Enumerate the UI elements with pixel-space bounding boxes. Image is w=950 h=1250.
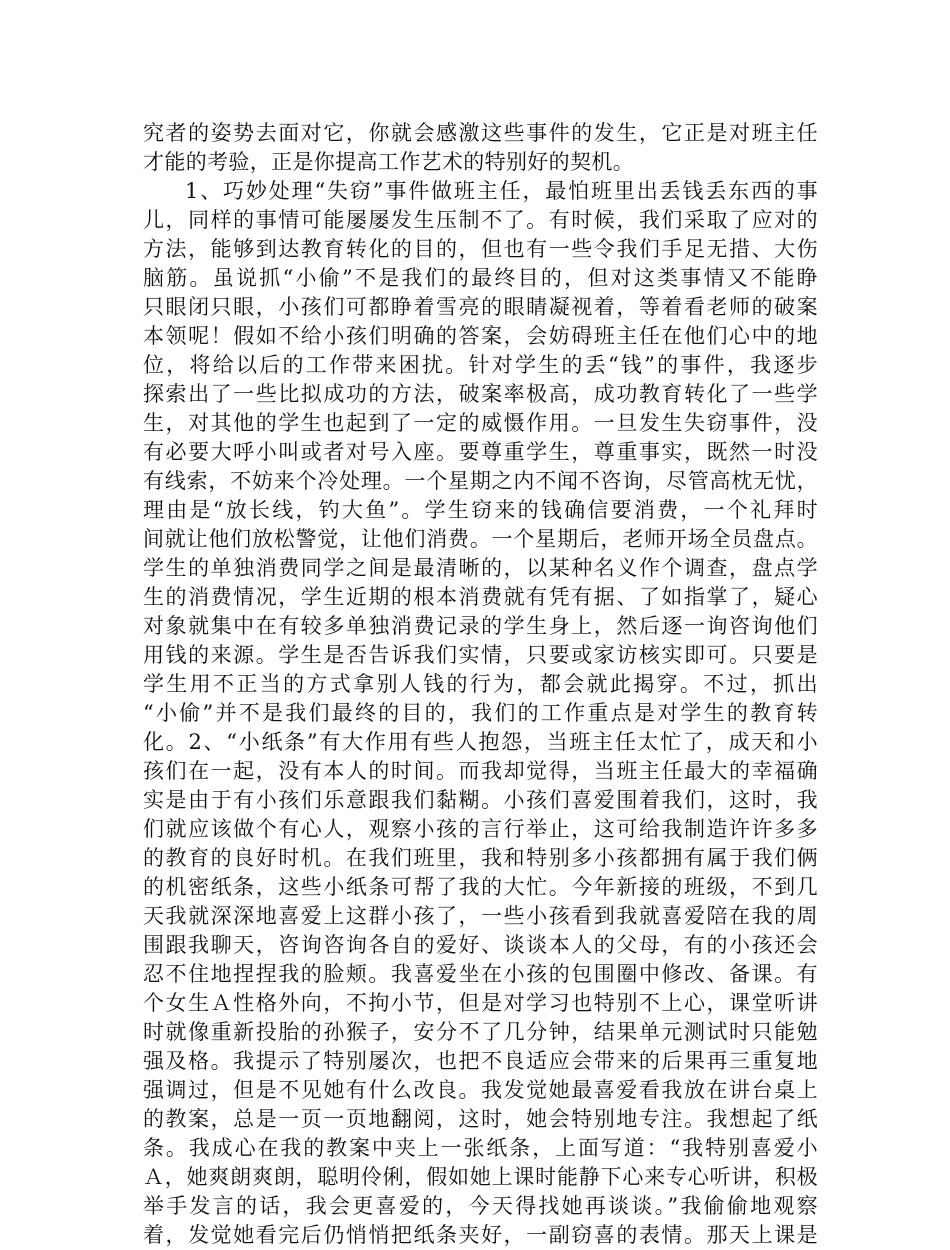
text-line: 儿，同样的事情可能屡屡发生压制不了。有时候，我们采取了应对的 bbox=[143, 208, 818, 232]
text-line: 孩们在一起，没有本人的时间。而我却觉得，当班主任最大的幸福确 bbox=[143, 759, 818, 783]
text-line: “小偷”并不是我们最终的目的，我们的工作重点是对学生的教育转 bbox=[143, 701, 818, 725]
text-line: 位，将给以后的工作带来困扰。针对学生的丢“钱”的事件，我逐步 bbox=[143, 353, 818, 377]
text-line: 着，发觉她看完后仍悄悄把纸条夹好，一副窃喜的表情。那天上课是 bbox=[143, 1223, 818, 1247]
text-line: 举手发言的话，我会更喜爱的，今天得找她再谈谈。”我偷偷地观察 bbox=[143, 1194, 818, 1218]
paragraph-start-line: 1、巧妙处理“失窃”事件做班主任，最怕班里出丢钱丢东西的事 bbox=[185, 179, 818, 203]
text-line: 对象就集中在有较多单独消费记录的学生身上，然后逐一询咨询他们 bbox=[143, 614, 818, 638]
text-line: 才能的考验，正是你提高工作艺术的特别好的契机。 bbox=[143, 150, 635, 174]
text-line: 探索出了一些比拟成功的方法，破案率极高，成功教育转化了一些学 bbox=[143, 382, 818, 406]
text-line: 实是由于有小孩们乐意跟我们黏糊。小孩们喜爱围着我们，这时，我 bbox=[143, 788, 818, 812]
text-line: 的教案，总是一页一页地翻阅，这时，她会特别地专注。我想起了纸 bbox=[143, 1107, 818, 1131]
text-line: 强调过，但是不见她有什么改良。我发觉她最喜爱看我放在讲台桌上 bbox=[143, 1078, 818, 1102]
text-line: 方法，能够到达教育转化的目的，但也有一些令我们手足无措、大伤 bbox=[143, 237, 818, 261]
text-line: 理由是“放长线，钓大鱼”。学生窃来的钱确信要消费，一个礼拜时 bbox=[143, 498, 818, 522]
text-line: 学生的单独消费同学之间是最清晰的，以某种名义作个调查，盘点学 bbox=[143, 556, 818, 580]
text-line: 脑筋。虽说抓“小偷”不是我们的最终目的，但对这类事情又不能睁 bbox=[143, 266, 818, 290]
text-line: 只眼闭只眼，小孩们可都睁着雪亮的眼睛凝视着，等着看老师的破案 bbox=[143, 295, 818, 319]
text-line: 生，对其他的学生也起到了一定的威慑作用。一旦发生失窃事件，没 bbox=[143, 411, 818, 435]
text-line: 们就应该做个有心人，观察小孩的言行举止，这可给我制造许许多多 bbox=[143, 817, 818, 841]
text-line: 的机密纸条，这些小纸条可帮了我的大忙。今年新接的班级，不到几 bbox=[143, 875, 818, 899]
text-line: 的教育的良好时机。在我们班里，我和特别多小孩都拥有属于我们俩 bbox=[143, 846, 818, 870]
text-line: 个女生Ａ性格外向，不拘小节，但是对学习也特别不上心，课堂听讲 bbox=[143, 991, 818, 1015]
text-line: 间就让他们放松警觉，让他们消费。一个星期后，老师开场全员盘点。 bbox=[143, 527, 818, 551]
text-line: 学生用不正当的方式拿别人钱的行为，都会就此揭穿。不过，抓出 bbox=[143, 672, 818, 696]
text-line: 时就像重新投胎的孙猴子，安分不了几分钟，结果单元测试时只能勉 bbox=[143, 1020, 818, 1044]
text-line: 生的消费情况，学生近期的根本消费就有凭有据、了如指掌了，疑心 bbox=[143, 585, 818, 609]
text-line: 天我就深深地喜爱上这群小孩了，一些小孩看到我就喜爱陪在我的周 bbox=[143, 904, 818, 928]
text-line: 有线索，不妨来个冷处理。一个星期之内不闻不咨询，尽管高枕无忧， bbox=[143, 469, 818, 493]
text-line: 究者的姿势去面对它，你就会感激这些事件的发生，它正是对班主任 bbox=[143, 121, 818, 145]
text-line: 强及格。我提示了特别屡次，也把不良适应会带来的后果再三重复地 bbox=[143, 1049, 818, 1073]
text-line: Ａ，她爽朗爽朗，聪明伶俐，假如她上课时能静下心来专心听讲，积极 bbox=[143, 1165, 818, 1189]
text-line: 忍不住地捏捏我的脸颊。我喜爱坐在小孩的包围圈中修改、备课。有 bbox=[143, 962, 818, 986]
document-page bbox=[143, 119, 818, 1250]
text-line: 条。我成心在我的教案中夹上一张纸条，上面写道：“我特别喜爱小 bbox=[143, 1136, 818, 1160]
text-line: 围跟我聊天，咨询咨询各自的爱好、谈谈本人的父母，有的小孩还会 bbox=[143, 933, 818, 957]
text-line: 化。2、“小纸条”有大作用有些人抱怨，当班主任太忙了，成天和小 bbox=[143, 730, 818, 754]
text-line: 用钱的来源。学生是否告诉我们实情，只要或家访核实即可。只要是 bbox=[143, 643, 818, 667]
text-line: 有必要大呼小叫或者对号入座。要尊重学生，尊重事实，既然一时没 bbox=[143, 440, 818, 464]
text-line: 本领呢！假如不给小孩们明确的答案，会妨碍班主任在他们心中的地 bbox=[143, 324, 818, 348]
